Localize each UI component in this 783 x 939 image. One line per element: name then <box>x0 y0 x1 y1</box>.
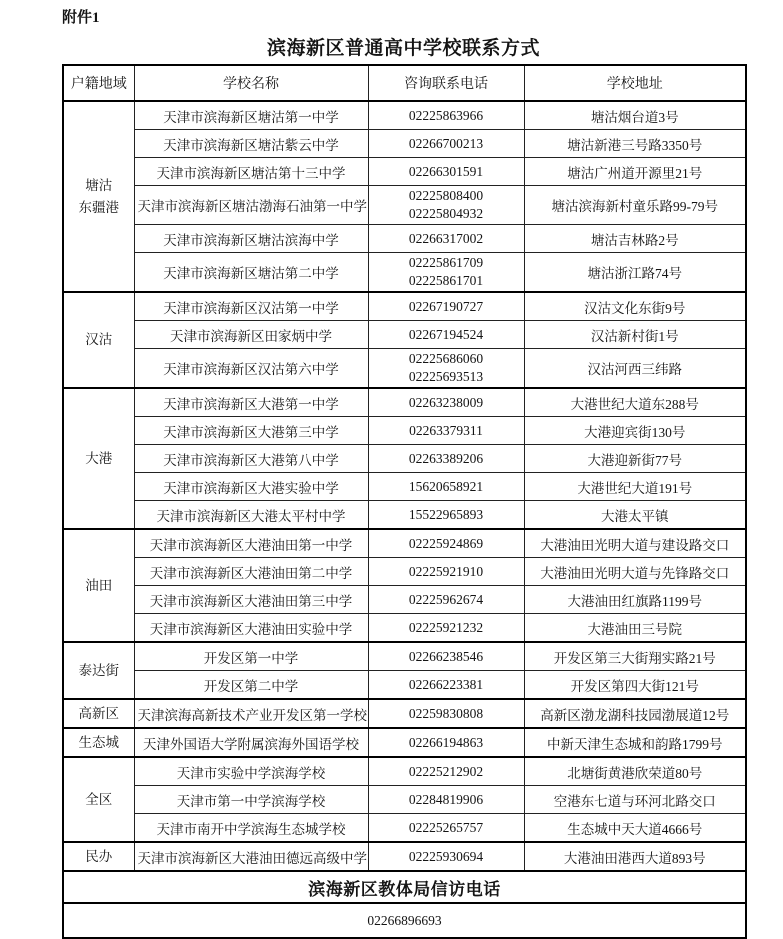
school-row <box>63 642 746 671</box>
school-row <box>63 814 746 843</box>
school-name: 天津市第一中学滨海学校 <box>134 786 368 814</box>
school-phone <box>368 253 524 293</box>
school-row <box>63 101 746 130</box>
school-phone <box>368 728 524 757</box>
phone-number: 02266238546 <box>408 648 484 664</box>
school-row <box>63 558 746 586</box>
school-name: 开发区第一中学 <box>134 642 368 671</box>
school-phone <box>368 101 524 130</box>
phone-number: 02266301591 <box>408 163 484 179</box>
school-address: 开发区第三大街翔实路21号 <box>524 642 746 671</box>
school-address: 大港世纪大道191号 <box>524 473 746 501</box>
col-header-school-name: 学校名称 <box>134 65 368 101</box>
school-row <box>63 445 746 473</box>
school-row <box>63 321 746 349</box>
school-phone <box>368 292 524 321</box>
school-address: 大港太平镇 <box>524 501 746 530</box>
phone-number: 02225861709 <box>408 255 484 270</box>
footer-phone-row <box>63 903 746 938</box>
phone-number: 02266223381 <box>408 676 484 692</box>
school-row <box>63 473 746 501</box>
school-phone <box>368 321 524 349</box>
school-row <box>63 529 746 558</box>
school-name: 天津市滨海新区塘沽第二中学 <box>134 253 368 293</box>
phone-number: 02225265757 <box>408 819 484 835</box>
school-phone <box>368 586 524 614</box>
school-name: 天津市滨海新区大港油田实验中学 <box>134 614 368 643</box>
school-address: 塘沽浙江路74号 <box>524 253 746 293</box>
school-phone <box>368 558 524 586</box>
school-address: 塘沽吉林路2号 <box>524 225 746 253</box>
school-phone <box>368 814 524 843</box>
phone-number: 02225686060 <box>408 351 484 366</box>
phone-number: 02225212902 <box>408 763 484 779</box>
attachment-label: 附件1 <box>62 10 100 26</box>
school-address: 大港世纪大道东288号 <box>524 388 746 417</box>
phone-number: 02259830808 <box>408 705 484 721</box>
school-row <box>63 728 746 757</box>
school-name: 开发区第二中学 <box>134 671 368 700</box>
col-header-address: 学校地址 <box>524 65 746 101</box>
school-address: 塘沽烟台道3号 <box>524 101 746 130</box>
school-phone <box>368 388 524 417</box>
school-name: 天津外国语大学附属滨海外国语学校 <box>134 728 368 757</box>
school-address: 大港油田光明大道与建设路交口 <box>524 529 746 558</box>
school-name: 天津市实验中学滨海学校 <box>134 757 368 786</box>
school-address: 大港油田红旗路1199号 <box>524 586 746 614</box>
school-phone <box>368 349 524 389</box>
phone-number: 02225804932 <box>408 206 484 221</box>
school-address: 塘沽滨海新村童乐路99-79号 <box>524 186 746 225</box>
school-row <box>63 842 746 871</box>
phone-number: 02284819906 <box>408 791 484 807</box>
phone-number: 15620658921 <box>408 478 484 494</box>
region-label: 汉沽 <box>63 292 134 388</box>
school-phone <box>368 473 524 501</box>
school-name: 天津市滨海新区大港第一中学 <box>134 388 368 417</box>
school-phone <box>368 445 524 473</box>
phone-number: 02225863966 <box>408 107 484 123</box>
school-name: 天津市滨海新区塘沽滨海中学 <box>134 225 368 253</box>
school-phone <box>368 417 524 445</box>
school-name: 天津市滨海新区汉沽第一中学 <box>134 292 368 321</box>
phone-number: 02225921910 <box>408 563 484 579</box>
school-name: 天津市滨海新区大港油田德远高级中学 <box>134 842 368 871</box>
school-name: 天津市滨海新区大港第八中学 <box>134 445 368 473</box>
school-row <box>63 130 746 158</box>
phone-number: 02225808400 <box>408 188 484 203</box>
school-row <box>63 158 746 186</box>
region-label: 高新区 <box>63 699 134 728</box>
school-phone <box>368 757 524 786</box>
col-header-region: 户籍地域 <box>63 65 134 101</box>
school-phone <box>368 186 524 225</box>
school-address: 汉沽新村街1号 <box>524 321 746 349</box>
school-name: 天津市滨海新区汉沽第六中学 <box>134 349 368 389</box>
school-phone <box>368 671 524 700</box>
school-address: 大港迎新街77号 <box>524 445 746 473</box>
school-row <box>63 388 746 417</box>
phone-number: 02267190727 <box>408 298 484 314</box>
school-name: 天津市滨海新区大港第三中学 <box>134 417 368 445</box>
school-phone <box>368 699 524 728</box>
school-name: 天津市滨海新区塘沽渤海石油第一中学 <box>134 186 368 225</box>
school-row <box>63 699 746 728</box>
school-row <box>63 586 746 614</box>
phone-number: 02263389206 <box>408 450 484 466</box>
school-address: 高新区渤龙湖科技园渤展道12号 <box>524 699 746 728</box>
region-label: 民办 <box>63 842 134 871</box>
region-label: 塘沽 东疆港 <box>63 101 134 292</box>
phone-number: 02225921232 <box>408 619 484 635</box>
school-phone <box>368 786 524 814</box>
school-address: 大港油田三号院 <box>524 614 746 643</box>
school-name: 天津市滨海新区大港太平村中学 <box>134 501 368 530</box>
school-phone <box>368 130 524 158</box>
page-title: 滨海新区普通高中学校联系方式 <box>266 38 540 59</box>
school-address: 塘沽新港三号路3350号 <box>524 130 746 158</box>
school-row <box>63 757 746 786</box>
region-label: 生态城 <box>63 728 134 757</box>
school-row <box>63 614 746 643</box>
school-phone <box>368 614 524 643</box>
school-address: 汉沽河西三纬路 <box>524 349 746 389</box>
footer-title-row <box>63 871 746 903</box>
school-row <box>63 186 746 225</box>
school-row <box>63 349 746 389</box>
school-row <box>63 225 746 253</box>
school-table-body <box>63 101 746 871</box>
region-label: 大港 <box>63 388 134 529</box>
school-row <box>63 786 746 814</box>
school-address: 生态城中天大道4666号 <box>524 814 746 843</box>
school-row <box>63 292 746 321</box>
school-contact-table <box>62 64 747 939</box>
school-phone <box>368 158 524 186</box>
phone-number: 02225924869 <box>408 535 484 551</box>
phone-number: 02263379311 <box>409 422 483 438</box>
school-address: 北塘街黄港欣荣道80号 <box>524 757 746 786</box>
region-label: 全区 <box>63 757 134 842</box>
col-header-phone: 咨询联系电话 <box>368 65 524 101</box>
region-label: 油田 <box>63 529 134 642</box>
phone-number: 02267194524 <box>408 326 484 342</box>
footer-phone: 02266896693 <box>63 903 746 938</box>
school-phone <box>368 529 524 558</box>
phone-number: 02225962674 <box>408 591 484 607</box>
school-phone <box>368 642 524 671</box>
school-name: 天津滨海高新技术产业开发区第一学校 <box>134 699 368 728</box>
school-name: 天津市滨海新区田家炳中学 <box>134 321 368 349</box>
school-phone <box>368 842 524 871</box>
school-address: 大港迎宾街130号 <box>524 417 746 445</box>
phone-number: 02266194863 <box>408 734 484 750</box>
phone-number: 02225861701 <box>408 273 484 288</box>
school-row <box>63 671 746 700</box>
school-name: 天津市滨海新区塘沽第一中学 <box>134 101 368 130</box>
school-name: 天津市滨海新区塘沽紫云中学 <box>134 130 368 158</box>
school-address: 空港东七道与环河北路交口 <box>524 786 746 814</box>
phone-number: 02266700213 <box>408 135 484 151</box>
region-label: 泰达街 <box>63 642 134 699</box>
school-name: 天津市滨海新区大港油田第二中学 <box>134 558 368 586</box>
school-row <box>63 501 746 530</box>
school-name: 天津市滨海新区塘沽第十三中学 <box>134 158 368 186</box>
school-address: 中新天津生态城和韵路1799号 <box>524 728 746 757</box>
school-address: 塘沽广州道开源里21号 <box>524 158 746 186</box>
school-phone <box>368 501 524 530</box>
footer-title: 滨海新区教体局信访电话 <box>63 871 746 903</box>
school-address: 开发区第四大街121号 <box>524 671 746 700</box>
school-address: 大港油田光明大道与先锋路交口 <box>524 558 746 586</box>
school-address: 汉沽文化东街9号 <box>524 292 746 321</box>
phone-number: 15522965893 <box>408 506 484 522</box>
school-row <box>63 417 746 445</box>
school-name: 天津市南开中学滨海生态城学校 <box>134 814 368 843</box>
phone-number: 02225693513 <box>408 369 484 384</box>
header-row <box>63 65 746 101</box>
school-phone <box>368 225 524 253</box>
school-name: 天津市滨海新区大港实验中学 <box>134 473 368 501</box>
phone-number: 02263238009 <box>408 394 484 410</box>
phone-number: 02266317002 <box>408 230 484 246</box>
phone-number: 02225930694 <box>408 848 484 864</box>
school-name: 天津市滨海新区大港油田第三中学 <box>134 586 368 614</box>
school-row <box>63 253 746 293</box>
school-address: 大港油田港西大道893号 <box>524 842 746 871</box>
school-name: 天津市滨海新区大港油田第一中学 <box>134 529 368 558</box>
